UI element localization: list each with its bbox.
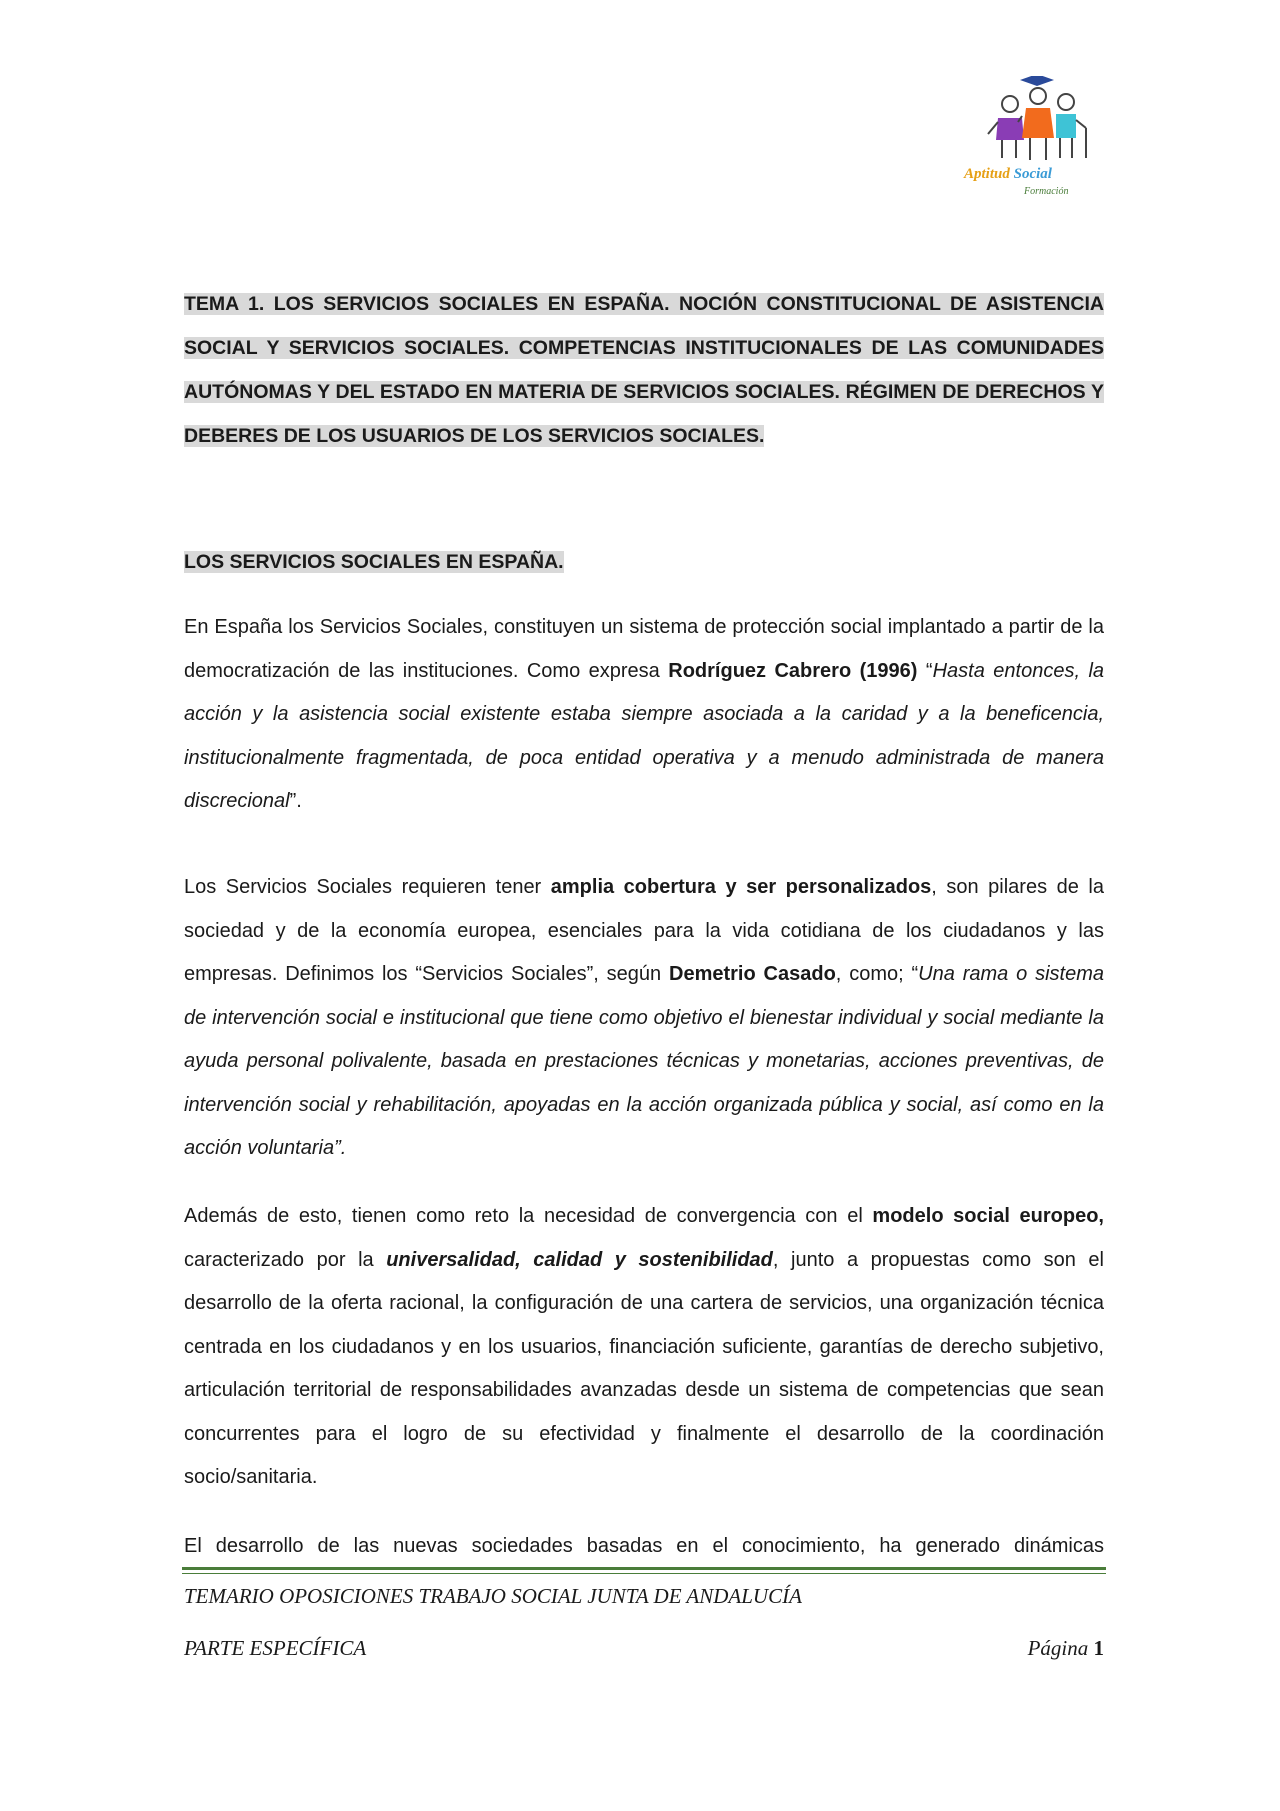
footer-title-text: TEMARIO OPOSICIONES TRABAJO SOCIAL JUNTA DE ANDALUCÍA [184,1584,802,1608]
footer-rule [182,1567,1106,1574]
logo-subtitle-text: Formación [1024,186,1069,197]
paragraph-3-bold-italic-1: universalidad, calidad y sostenibilidad [386,1248,773,1271]
footer-part-label: PARTE ESPECÍFICA [184,1636,367,1660]
section-heading-text: LOS SERVICIOS SOCIALES EN ESPAÑA. [184,551,564,573]
paragraph-1 [184,606,1104,824]
paragraph-3-text-3: , junto a propuestas como son el desarrollo de la oferta racional, la configuración de una cartera de servicios, una organización técnica centrada en los ciudadanos y en los usuarios, financiación suficiente, garantías de derecho subjetivo, articulación territorial de responsabilidades avanzadas desde un sistema de competencias que sean concurrentes para el logro de su efectividad y finalmente el desarrollo de la coordinación socio/sanitaria. [184,1248,1105,1488]
paragraph-2-bold-2: Demetrio Casado [669,963,836,985]
paragraph-3-text-2: caracterizado por la [184,1248,387,1271]
paragraph-2-text-2: , son pilares de la sociedad y de la economía europea, esenciales para la vida cotidiana de los ciudadanos y las empresas. Definimos los “Servicios Sociales”, según [184,876,1104,985]
paragraph-1-quote: Hasta entonces, la acción y la asistencia social existente estaba siempre asociada a la caridad y a la beneficencia, institucionalmente fragmentada, de poca entidad operativa y a menudo administrada de manera discrecional [184,659,1105,812]
page-label: Página [1027,1636,1089,1660]
document-title-text: TEMA 1. LOS SERVICIOS SOCIALES EN ESPAÑA. NOCIÓN CONSTITUCIONAL DE ASISTENCIA SOCIAL Y SERVICIOS SOCIALES. COMPETENCIAS INSTITUCIONALES DE LAS COMUNIDADES AUTÓNOMAS Y DEL ESTADO EN MATERIA DE SERVICIOS SOCIALES. RÉGIMEN DE DERECHOS Y DEBERES DE LOS USUARIOS DE LOS SERVICIOS SOCIALES. [184,293,1104,447]
paragraph-3-bold-1: modelo social europeo, [872,1205,1104,1227]
footer-subtitle-row [184,1636,1104,1661]
page-number: 1 [1093,1636,1104,1660]
page-indicator [1028,1636,1104,1661]
paragraph-2 [184,866,1104,1171]
paragraph-2-text-1: Los Servicios Sociales requieren tener [184,876,551,898]
paragraph-1-quote-close: ”. [289,790,302,812]
section-heading [184,544,1104,580]
paragraph-2-bold-1: amplia cobertura y ser personalizados [550,876,932,898]
logo-name-text: Aptitud Social [964,166,1052,182]
paragraph-2-text-3: , como; “ [835,963,919,985]
paragraph-1-intro: En España los Servicios Sociales, constituyen un sistema de protección social implantado a partir de la democratización de las instituciones. Como expresa [184,616,1104,682]
paragraph-1-author: Rodríguez Cabrero (1996) [668,659,918,682]
logo [958,76,1100,198]
paragraph-1-quote-open: “ [917,659,933,682]
footer-title [184,1584,1104,1609]
paragraph-4-text: El desarrollo de las nuevas sociedades basadas en el conocimiento, ha generado dinámicas [184,1535,1104,1557]
paragraph-3 [184,1195,1104,1500]
document-title [184,282,1104,458]
paragraph-2-italic-1: Una rama o sistema de intervención social e institucional que tiene como objetivo el bienestar individual y social mediante la ayuda personal polivalente, basada en prestaciones técnicas y monetarias, acciones preventivas, de intervención social y rehabilitación, apoyadas en la acción organizada pública y social, así como en la acción voluntaria”. [184,963,1104,1159]
aptitud-social-logo-image [958,76,1100,198]
paragraph-4 [184,1525,1104,1568]
paragraph-3-text-1: Además de esto, tienen como reto la necesidad de convergencia con el [184,1205,873,1227]
